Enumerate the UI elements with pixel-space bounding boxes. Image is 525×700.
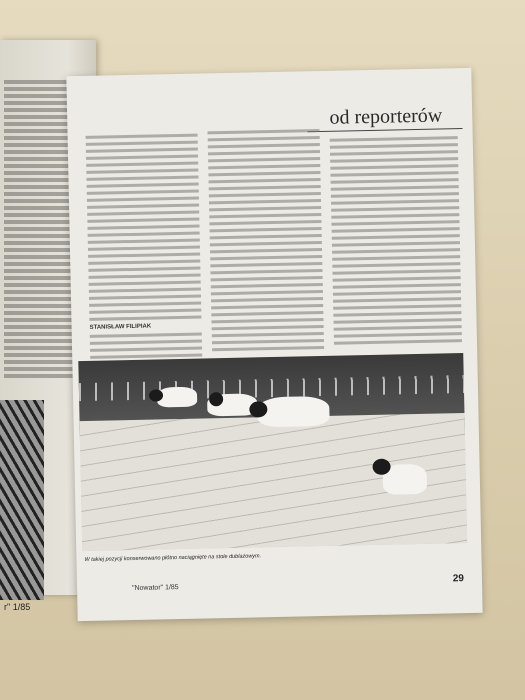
left-page-photo bbox=[0, 400, 44, 600]
left-page-footer: r" 1/85 bbox=[4, 602, 31, 612]
right-magazine-page bbox=[66, 68, 482, 621]
text-column-3 bbox=[330, 136, 462, 349]
author-byline: STANISŁAW FILIPIAK bbox=[89, 323, 152, 331]
photo-railing bbox=[79, 375, 464, 401]
section-header: od reporterów bbox=[329, 104, 443, 129]
text-column-1 bbox=[86, 134, 203, 370]
photo-worker-1 bbox=[157, 387, 197, 408]
photo-worker-3 bbox=[257, 396, 330, 428]
photo-caption: W takiej pozycji konserwowano płótno naciągnięte na stole dublażowym. bbox=[84, 553, 262, 564]
conservation-photo bbox=[78, 353, 467, 551]
footer-issue: "Nowator" 1/85 bbox=[132, 584, 179, 593]
text-column-2 bbox=[208, 129, 325, 355]
page-number: 29 bbox=[452, 573, 465, 585]
